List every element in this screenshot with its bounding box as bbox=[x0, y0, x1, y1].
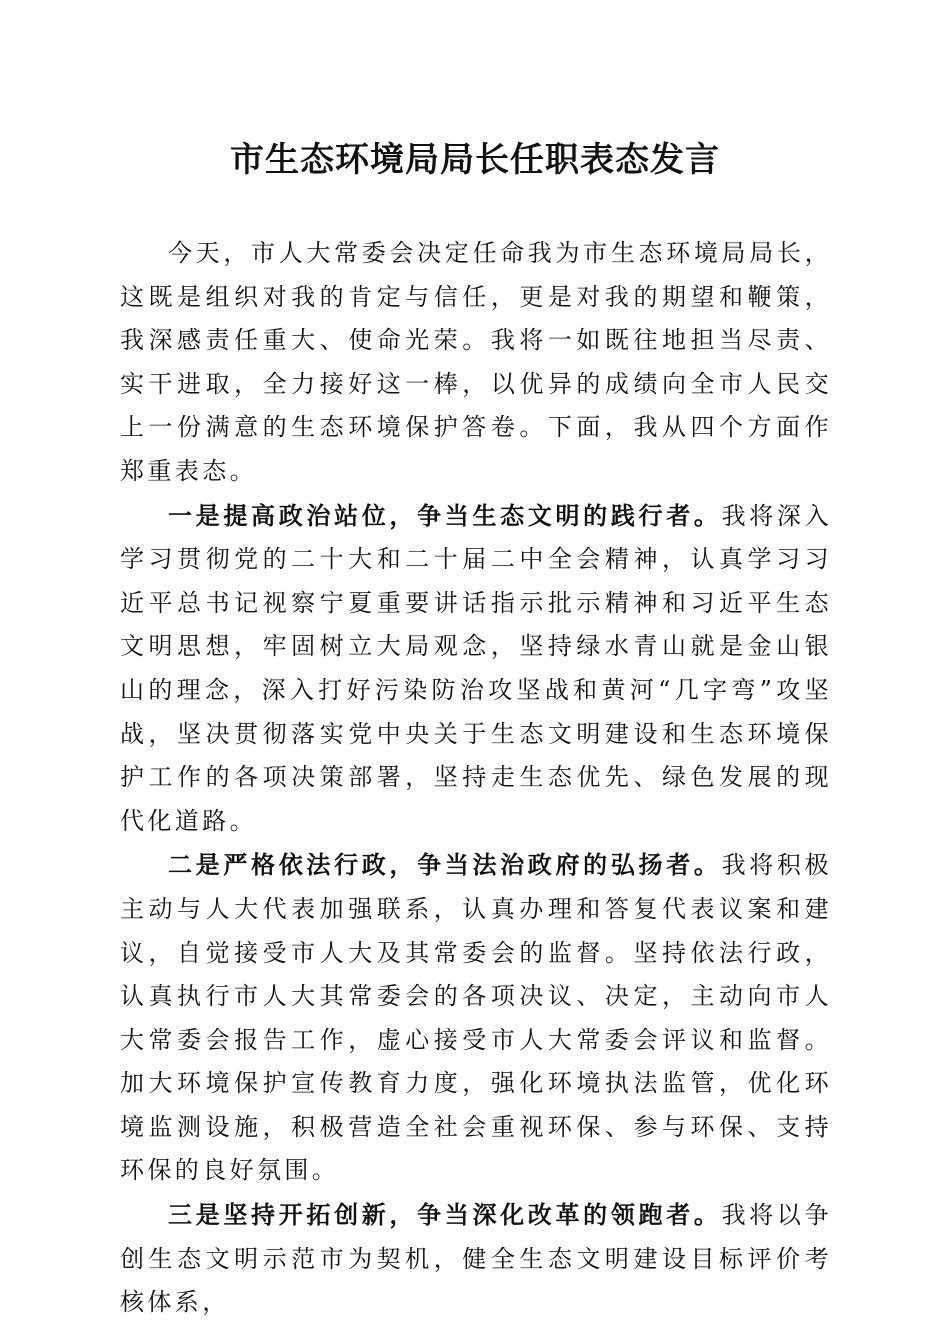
document-title: 市生态环境局局长任职表态发言 bbox=[230, 140, 720, 180]
paragraph-intro-text: 今天，市人大常委会决定任命我为市生态环境局局长，这既是组织对我的肯定与信任，更是对我的期望和鞭策，我深感责任重大、使命光荣。我将一如既往地担当尽责、实干进取，全力接好这一棒，以优异的成绩向全市人民交上一份满意的生态环境保护答卷。下面，我从四个方面作郑重表态。 bbox=[120, 239, 832, 485]
paragraph-point-three-heading: 三是坚持开拓创新，争当深化改革的领跑者。 bbox=[168, 1200, 722, 1230]
paragraph-point-two-text: 我将积极主动与人大代表加强联系，认真办理和答复代表议案和建议，自觉接受市人大及其常委会的监督。坚持依法行政，认真执行市人大其常委会的各项决议、决定，主动向市人大常委会报告工作，虚心接受市人大常委会评议和监督。加大环境保护宣传教育力度，强化环境执法监管，优化环境监测设施，积极营造全社会重视环保、参与环保、支持环保的良好氛围。 bbox=[120, 851, 832, 1185]
document-body bbox=[120, 232, 832, 1325]
paragraph-point-one-text: 我将深入学习贯彻党的二十大和二十届二中全会精神，认真学习习近平总书记视察宁夏重要讲话指示批示精神和习近平生态文明思想，牢固树立大局观念，坚持绿水青山就是金山银山的理念，深入打好污染防治攻坚战和黄河“几字弯”攻坚战，坚决贯彻落实党中央关于生态文明建设和生态环境保护工作的各项决策部署，坚持走生态优先、绿色发展的现代化道路。 bbox=[120, 501, 832, 835]
paragraph-point-one bbox=[120, 494, 832, 844]
paragraph-point-three bbox=[120, 1193, 832, 1325]
paragraph-point-two-heading: 二是严格依法行政，争当法治政府的弘扬者。 bbox=[168, 850, 722, 880]
paragraph-point-one-heading: 一是提高政治站位，争当生态文明的践行者。 bbox=[168, 500, 722, 530]
paragraph-point-two bbox=[120, 843, 832, 1193]
paragraph-point-three-text: 我将以争创生态文明示范市为契机，健全生态文明建设目标评价考核体系， bbox=[120, 1201, 832, 1317]
paragraph-intro bbox=[120, 232, 832, 494]
